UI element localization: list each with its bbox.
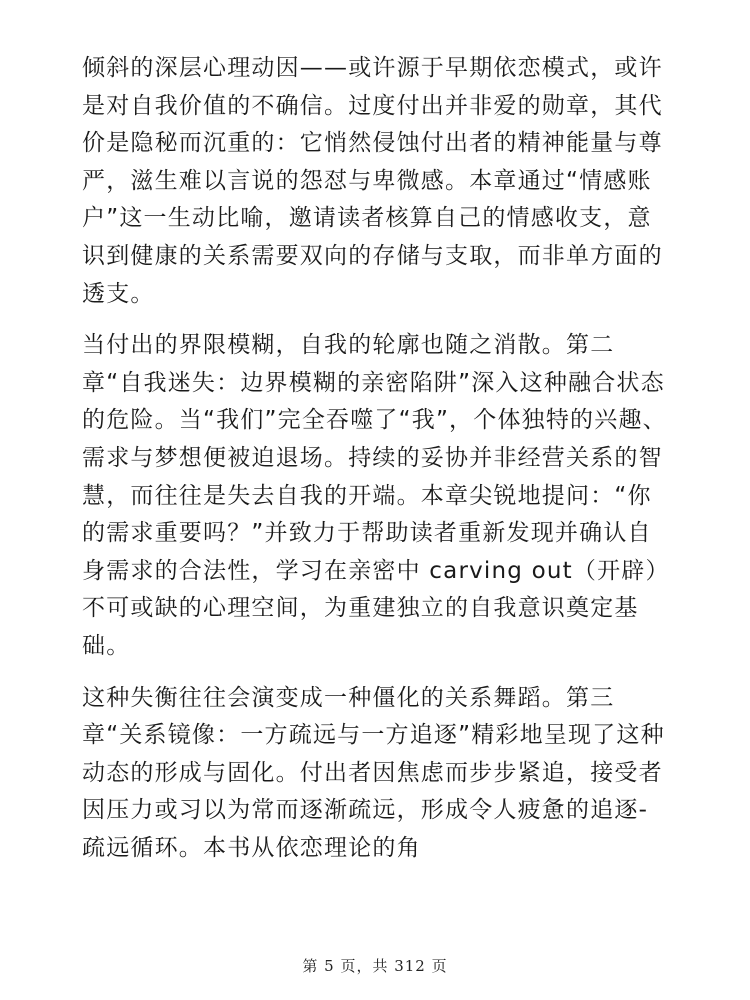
paragraph-1: 倾斜的深层心理动因——或许源于早期依恋模式，或许是对自我价值的不确信。过度付出并非爱的勋章，其代价是隐秘而沉重的：它悄然侵蚀付出者的精神能量与尊严，滋生难以言说的怨怼与卑微感。本章通过“情感账户”这一生动比喻，邀请读者核算自己的情感收支，意识到健康的关系需要双向的存储与支取，而非单方面的透支。 [82,55,663,307]
page-number-footer: 第 5 页，共 312 页 [302,957,448,975]
document-body [82,50,672,881]
paragraph-2: 当付出的界限模糊，自我的轮廓也随之消散。第二章“自我迷失：边界模糊的亲密陷阱”深入这种融合状态的危险。当“我们”完全吞噬了“我”，个体独特的兴趣、需求与梦想便被迫退场。持续的妥协并非经营关系的智慧，而往往是失去自我的开端。本章尖锐地提问：“你的需求重要吗？”并致力于帮助读者重新发现并确认自身需求的合法性，学习在亲密中 carving out（开辟）不可或缺的心理空间，为重建独立的自我意识奠定基础。 [82,332,670,659]
paragraph-3: 这种失衡往往会演变成一种僵化的关系舞蹈。第三章“关系镜像：一方疏远与一方追逐”精彩地呈现了这种动态的形成与固化。付出者因焦虑而步步紧追，接受者因压力或习以为常而逐渐疏远，形成令人疲惫的追逐-疏远循环。本书从依恋理论的角 [82,684,665,861]
